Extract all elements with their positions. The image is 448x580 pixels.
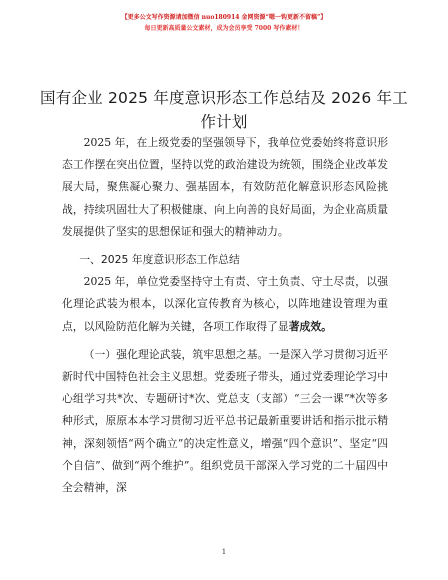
document-title: 国有企业 2025 年度意识形态工作总结及 2026 年工作计划 (40, 89, 408, 131)
page-number: 1 (221, 548, 227, 556)
document-body (62, 132, 388, 499)
section-1-text: 2025 年，单位党委坚持守土有责、守土负责、守土尽责，以强化理论武装为根本，以深化宣传教育为核心，以阵地建设管理为重点，以风险防范化解为关键，各项工作取得了显 (62, 275, 388, 333)
section-heading-1: 一、2025 年度意识形态工作总结 (79, 253, 240, 267)
subsection-1-paragraph: （一）强化理论武装，筑牢思想之基。一是深入学习贯彻习近平新时代中国特色社会主义思想。党委班子带头，通过党委理论学习中心组学习共*次、专题研讨*次、党总支（支部）“三会一课”*次等多种形式，原原本本学习贯彻习近平总书记最新重要讲话和指示批示精神，深刻领悟“两个确立”的决定性意义，增强“四个意识”、坚定“四个自信”、做到“两个维护”。组织党员干部深入学习党的二十届四中全会精神，深 (62, 347, 388, 495)
banner-line-2: 每日更新高质量公文素材，成为会员享受 7000 写作素材！ (144, 25, 304, 32)
banner-line-1: 【更多公文写作资源请加微信 nuo180914 金网资源“嗯一钩更新不留稿”】 (121, 14, 327, 21)
section-1-bold-text: 著成效。 (288, 319, 332, 333)
section-1-paragraph (62, 271, 388, 338)
promo-banner (0, 12, 448, 34)
intro-paragraph: 2025 年，在上级党委的坚强领导下，我单位党委始终将意识形态工作摆在突出位置，坚持以党的政治建设为统领，围绕企业改革发展大局，聚焦凝心聚力、强基固本，有效防范化解意识形态风险挑战，持续巩固壮大了积极健康、向上向善的良好局面，为企业高质量发展提供了坚实的思想保证和强大的精神动力。 (62, 136, 388, 238)
